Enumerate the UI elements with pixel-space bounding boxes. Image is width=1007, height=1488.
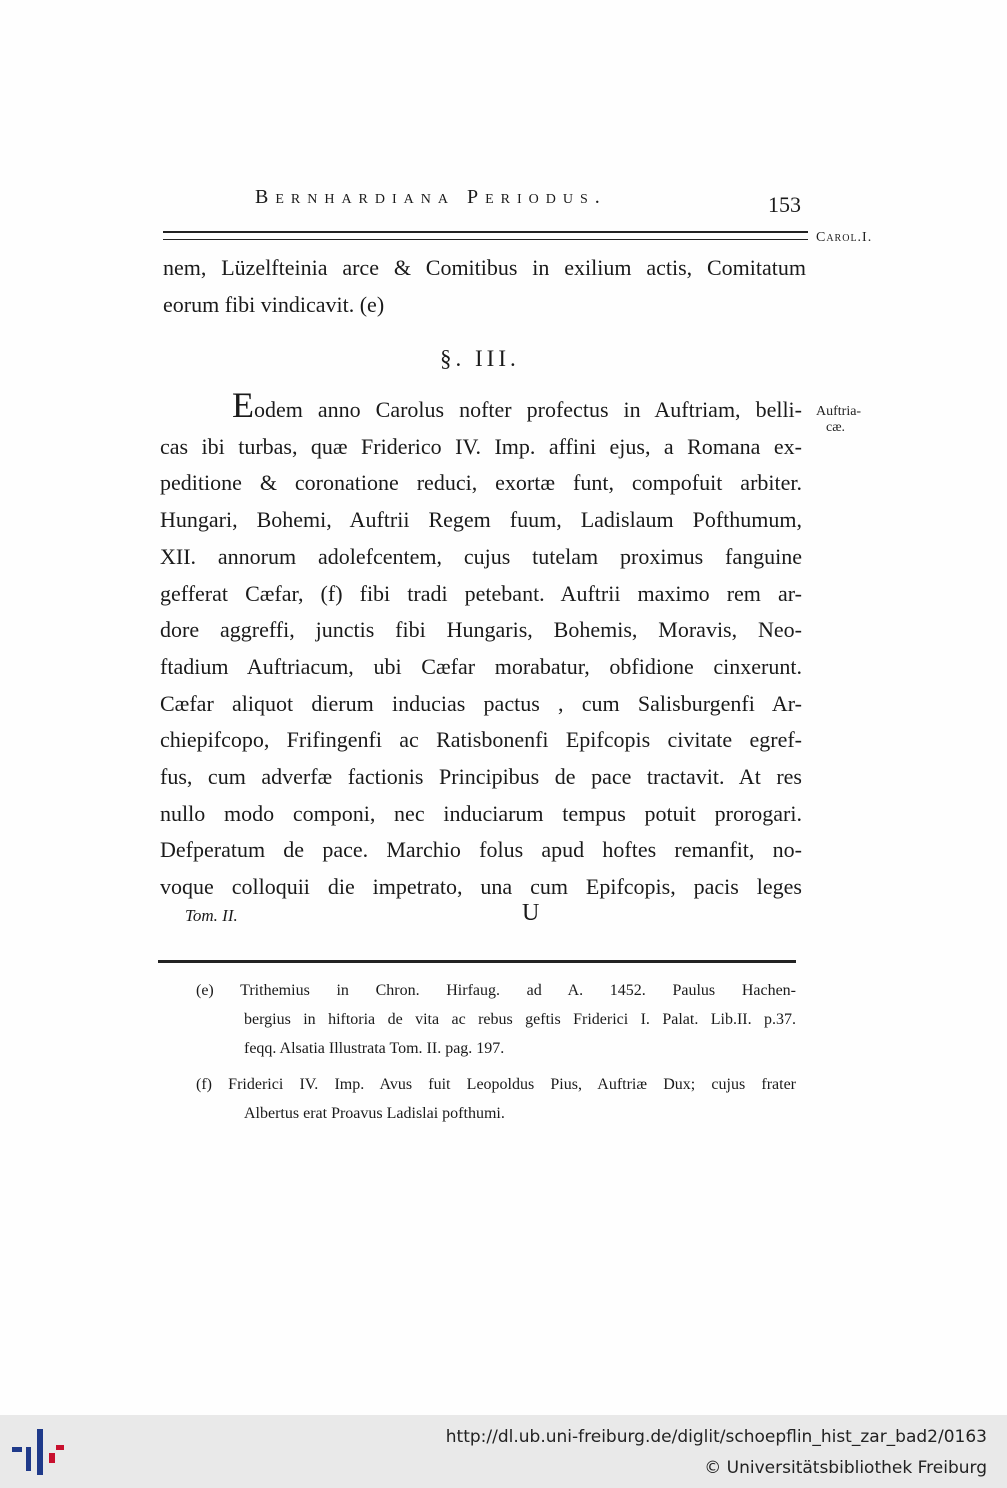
first-line-text: odem anno Carolus nofter profectus in Auftriam, belli-: [254, 397, 802, 422]
text-line: XII. annorum adolefcentem, cujus tutelam proximus fanguine: [160, 543, 802, 569]
text-line: Defperatum de pace. Marchio folus apud hoftes remanfit, no-: [160, 837, 802, 863]
text-line: gefferat Cæfar, (f) fibi tradi petebant. Auftrii maximo rem ar-: [160, 580, 802, 606]
text-line: cas ibi turbas, quæ Friderico IV. Imp. affini ejus, a Romana ex-: [160, 433, 802, 459]
text-line: ftadium Auftriacum, ubi Cæfar morabatur, obfidione cinxerunt.: [160, 653, 802, 679]
running-title: Bernhardiana Periodus.: [255, 186, 607, 208]
text-line: nullo modo componi, nec induciarum tempus potuit prorogari.: [160, 800, 802, 826]
copyright-notice: © Universitätsbibliothek Freiburg: [704, 1458, 987, 1478]
header-rule: [163, 231, 808, 240]
viewer-footer: [0, 1415, 1007, 1488]
text-line: eorum fibi vindicavit. (e): [163, 291, 385, 317]
section-heading: §. III.: [440, 346, 520, 371]
footnote-line: (e) Trithemius in Chron. Hirfaug. ad A. 1452. Paulus Hachen-: [196, 982, 796, 999]
footnote-line: Albertus erat Proavus Ladislai pofthumi.: [244, 1105, 505, 1122]
text-line: Hungari, Bohemi, Auftrii Regem fuum, Ladislaum Pofthumum,: [160, 507, 802, 533]
text-line: peditione & coronatione reduci, exortæ funt, compofuit arbiter.: [160, 470, 802, 496]
footnote-rule: [158, 960, 796, 963]
section-paragraph: [160, 385, 802, 906]
text-line: Cæfar aliquot dierum inducias pactus , cum Salisburgenfi Ar-: [160, 690, 802, 716]
footnote-f: [196, 1070, 796, 1128]
text-line: voque colloquii die impetrato, una cum Epifcopis, pacis leges: [160, 874, 802, 900]
signature-tome: Tom. II.: [185, 906, 238, 925]
margin-note-austriacae: [816, 404, 880, 436]
footnote-line: (f) Friderici IV. Imp. Avus fuit Leopoldus Pius, Auftriæ Dux; cujus frater: [196, 1076, 796, 1093]
text-line: chiepifcopo, Frifingenfi ac Ratisbonenfi Epifcopis civitate egref-: [160, 727, 802, 753]
signature-mark: U: [522, 900, 540, 926]
margin-note-line: cæ.: [826, 420, 846, 435]
text-line: fus, cum adverfæ factionis Principibus de pace tractavit. At res: [160, 764, 802, 790]
footnote-e: [196, 976, 796, 1063]
permalink-url[interactable]: http://dl.ub.uni-freiburg.de/diglit/schoepflin_hist_zar_bad2/0163: [445, 1427, 987, 1447]
text-line-first: [160, 385, 802, 429]
page-number: 153: [768, 192, 801, 217]
text-line: nem, Lüzelfteinia arce & Comitibus in exilium actis, Comitatum: [163, 255, 806, 280]
continued-paragraph: [163, 250, 806, 323]
footnote-line: bergius in hiftoria de vita ac rebus geftis Friderici I. Palat. Lib.II. p.37.: [244, 1011, 796, 1028]
margin-note-line: Auftria-: [816, 404, 862, 419]
drop-cap: E: [232, 385, 254, 425]
text-line: dore aggreffi, junctis fibi Hungaris, Bohemis, Moravis, Neo-: [160, 617, 802, 643]
footnotes: [196, 976, 796, 1128]
margin-note-carol: Carol.I.: [816, 230, 873, 245]
footnote-line: feqq. Alsatia Illustrata Tom. II. pag. 197.: [244, 1040, 505, 1057]
ub-freiburg-logo-icon: [12, 1429, 64, 1475]
